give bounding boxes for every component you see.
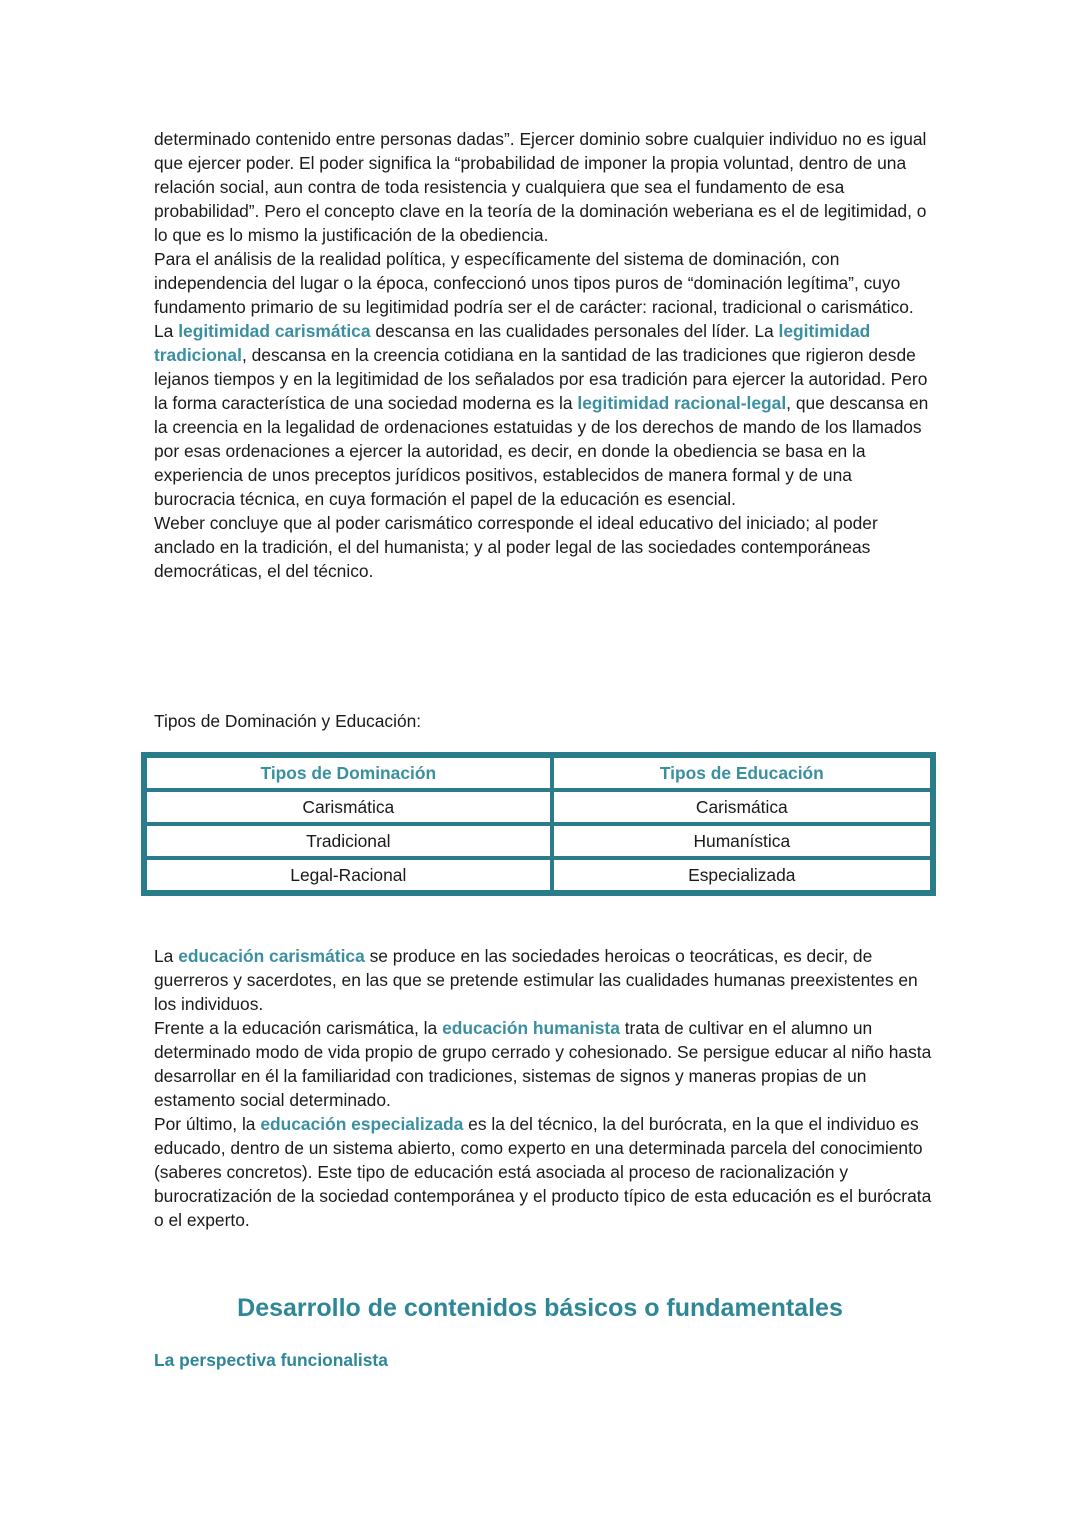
table-row — [145, 858, 932, 892]
term-legitimidad-tradicional: legitimidad tradicional — [154, 321, 871, 365]
paragraph-educacion-especializada: Por último, la educación especializada es la del técnico, la del burócrata, en la que el individuo es educado, dentro de un sistema abierto, como experto en una determinada parcela del conocimiento (saberes concretos). Este tipo de educación está asociada al proceso de racionalización y burocratización de la sociedad contemporánea y el producto típico de esta educación es el burócrata o el experto. — [154, 1114, 932, 1230]
header-tipos-dominacion: Tipos de Dominación — [145, 756, 552, 790]
text-block-weber — [154, 127, 934, 583]
term-educacion-carismatica: educación carismática — [178, 946, 365, 966]
table-cell: Carismática — [145, 790, 552, 824]
table-cell: Legal-Racional — [145, 858, 552, 892]
table-cell: Carismática — [552, 790, 932, 824]
section-title: Desarrollo de contenidos básicos o fundamentales — [237, 1294, 843, 1322]
paragraph-legitimidad: Para el análisis de la realidad política, y específicamente del sistema de dominación, con independencia del lugar o la época, confeccionó unos tipos puros de “dominación legítima”, cuyo fundamento primario de su legitimidad podría ser el de carácter: racional, tradicional o carismático. La legitimidad carismática descansa en las cualidades personales del líder. La legitimidad tradicional, descansa en la creencia cotidiana en la santidad de las tradiciones que rigieron desde lejanos tiempos y en la legitimidad de los señalados por esa tradición para ejercer la autoridad. Pero la forma característica de una sociedad moderna es la legitimidad racional-legal, que descansa en la creencia en la legalidad de ordenaciones estatuidas y de los derechos de mando de los llamados por esas ordenaciones a ejercer la autoridad, es decir, en donde la obediencia se basa en la experiencia de unos preceptos jurídicos positivos, establecidos de manera formal y de una burocracia técnica, en cuya formación el papel de la educación es esencial. — [154, 249, 929, 509]
table-row — [145, 824, 932, 858]
table-cell: Especializada — [552, 858, 932, 892]
table-cell: Humanística — [552, 824, 932, 858]
paragraph-dominio: determinado contenido entre personas dadas”. Ejercer dominio sobre cualquier individuo no es igual que ejercer poder. El poder significa la “probabilidad de imponer la propia voluntad, dentro de una relación social, aun contra de toda resistencia y cualquiera que sea el fundamento de esa probabilidad”. Pero el concepto clave en la teoría de la dominación weberiana es el de legitimidad, o lo que es lo mismo la justificación de la obediencia. — [154, 129, 927, 245]
table-cell: Tradicional — [145, 824, 552, 858]
term-legitimidad-racional-legal: legitimidad racional-legal — [577, 393, 787, 413]
table-caption: Tipos de Dominación y Educación: — [154, 711, 422, 731]
term-educacion-humanista: educación humanista — [442, 1018, 620, 1038]
term-educacion-especializada: educación especializada — [260, 1114, 464, 1134]
domination-education-table — [141, 752, 936, 896]
subsection-title: La perspectiva funcionalista — [154, 1350, 388, 1370]
paragraph-educacion-carismatica: La educación carismática se produce en las sociedades heroicas o teocráticas, es decir, de guerreros y sacerdotes, en las que se pretende estimular las cualidades humanas preexistentes en los individuos. — [154, 946, 918, 1014]
header-tipos-educacion: Tipos de Educación — [552, 756, 932, 790]
table-row — [145, 790, 932, 824]
paragraph-educacion-humanista: Frente a la educación carismática, la educación humanista trata de cultivar en el alumno un determinado modo de vida propio de grupo cerrado y cohesionado. Se persigue educar al niño hasta desarrollar en él la familiaridad con tradiciones, sistemas de signos y maneras propias de un estamento social determinado. — [154, 1018, 932, 1110]
text-block-educacion — [154, 944, 934, 1232]
paragraph-conclusion-weber: Weber concluye que al poder carismático corresponde el ideal educativo del iniciado; al poder anclado en la tradición, el del humanista; y al poder legal de las sociedades contemporáneas democráticas, el del técnico. — [154, 513, 878, 581]
term-legitimidad-carismatica: legitimidad carismática — [178, 321, 371, 341]
table-header-row — [145, 756, 932, 790]
